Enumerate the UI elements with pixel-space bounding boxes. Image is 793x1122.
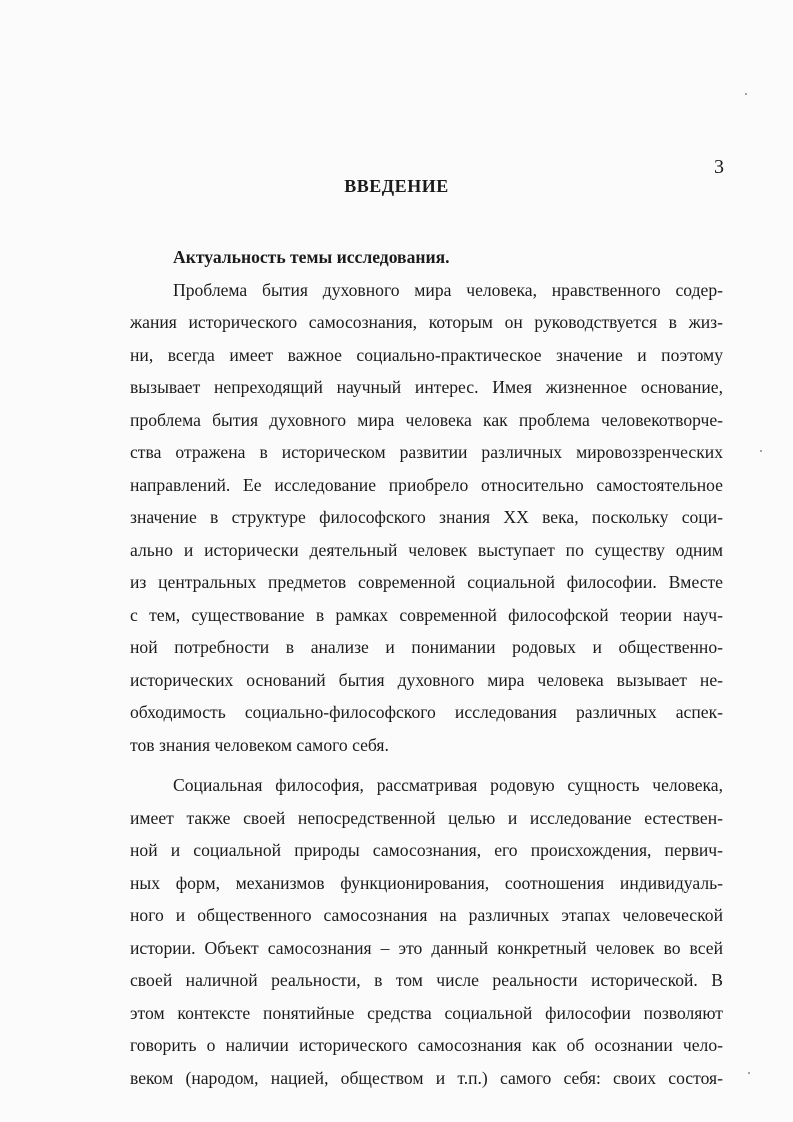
text-line: своей наличной реальности, в том числе реальности исторической. В <box>130 970 723 990</box>
text-line: имеет также своей непосредственной целью и исследование естествен- <box>130 807 723 828</box>
text-line: Социальная философия, рассматривая родовую сущность человека, <box>173 775 723 795</box>
section-heading: ВВЕДЕНИЕ <box>344 176 449 196</box>
text-line: жания исторического самосознания, которым он руководствуется в жиз- <box>130 312 723 332</box>
text-line: ально и исторически деятельный человек выступает по существу одним <box>130 539 723 560</box>
text-line: ни, всегда имеет важное социально-практическое значение и поэтому <box>130 344 723 365</box>
text-line: ного и общественного самосознания на различных этапах человеческой <box>130 905 723 925</box>
scan-speck <box>760 450 762 452</box>
text-line: ной и социальной природы самосознания, его происхождения, первич- <box>130 840 723 860</box>
scan-speck <box>748 1072 750 1074</box>
text-line: значение в структуре философского знания XX века, поскольку соци- <box>130 507 723 527</box>
text-line: обходимость социально-философского исследования различных аспек- <box>130 702 723 722</box>
text-line: направлений. Ее исследование приобрело относительно самостоятельное <box>130 474 723 495</box>
text-line: исторических оснований бытия духовного мира человека вызывает не- <box>130 669 723 690</box>
text-line: истории. Объект самосознания – это данный конкретный человек во всей <box>130 937 723 958</box>
text-line: ной потребности в анализе и понимании родовых и общественно- <box>130 637 723 657</box>
text-line: ных форм, механизмов функционирования, соотношения индивидуаль- <box>130 872 723 893</box>
scan-speck <box>745 93 747 95</box>
body-text <box>130 245 723 1098</box>
text-line: этом контексте понятийные средства социальной философии позволяют <box>130 1002 723 1023</box>
text-line: проблема бытия духовного мира человека как проблема человекотворче- <box>130 409 723 430</box>
text-line: веком (народом, нацией, обществом и т.п.) самого себя: своих состоя- <box>130 1067 723 1088</box>
text-line: с тем, существование в рамках современной философской теории науч- <box>130 604 723 625</box>
page-number: 3 <box>714 156 724 178</box>
text-line: ства отражена в историческом развитии различных мировоззренческих <box>130 442 723 462</box>
text-line: говорить о наличии исторического самосознания как об осознании чело- <box>130 1035 723 1055</box>
text-line: вызывает непреходящий научный интерес. Имея жизненное основание, <box>130 377 723 397</box>
text-line: Проблема бытия духовного мира человека, нравственного содер- <box>173 279 723 300</box>
text-line: тов знания человеком самого себя. <box>130 734 389 755</box>
text-line: из центральных предметов современной социальной философии. Вместе <box>130 572 723 592</box>
subheading: Актуальность темы исследования. <box>173 247 450 267</box>
